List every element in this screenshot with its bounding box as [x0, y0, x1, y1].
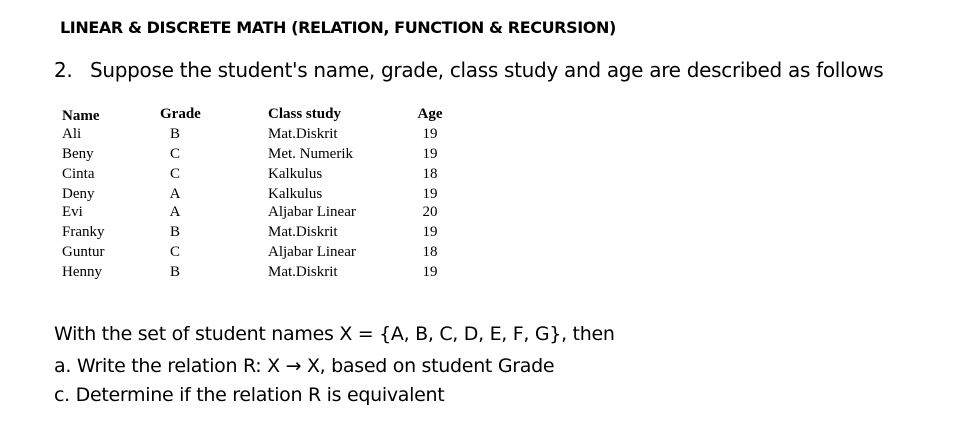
cell-name: Beny — [62, 146, 94, 162]
cell-grade: A — [169, 204, 181, 220]
cell-name: Ali — [62, 126, 82, 142]
cell-age: 19 — [422, 224, 438, 240]
cell-grade: B — [169, 224, 180, 240]
cell-name: Henny — [62, 264, 102, 280]
item-c: c. Determine if the relation R is equivalent — [54, 384, 445, 406]
cell-name: Guntur — [62, 244, 105, 260]
header-age: Age — [417, 106, 443, 122]
cell-age: 19 — [422, 264, 438, 280]
cell-age: 19 — [422, 146, 438, 162]
cell-age: 18 — [422, 244, 438, 260]
statement-text: With the set of student names X = {A, B, C, D, E, F, G}, then — [54, 323, 615, 345]
cell-name: Evi — [62, 204, 83, 220]
cell-age: 19 — [422, 126, 438, 142]
cell-class-study: Mat.Diskrit — [268, 224, 338, 240]
cell-grade: B — [169, 264, 180, 280]
header-class-study: Class study — [268, 106, 341, 122]
item-a: a. Write the relation R: X → X, based on student Grade — [54, 355, 555, 377]
header-grade: Grade — [160, 106, 201, 122]
question-number: 2. — [54, 58, 73, 82]
cell-age: 18 — [422, 166, 438, 182]
cell-class-study: Mat.Diskrit — [268, 264, 338, 280]
page-title: LINEAR & DISCRETE MATH (RELATION, FUNCTION & RECURSION) — [60, 18, 616, 37]
question-line — [54, 58, 883, 82]
cell-age: 20 — [422, 204, 438, 220]
cell-class-study: Mat.Diskrit — [268, 126, 338, 142]
cell-grade: C — [169, 244, 180, 260]
cell-class-study: Kalkulus — [268, 186, 323, 202]
cell-class-study: Met. Numerik — [268, 146, 353, 162]
cell-name: Deny — [62, 186, 95, 202]
header-name: Name — [62, 108, 100, 124]
cell-grade: C — [169, 166, 180, 182]
question-text: Suppose the student's name, grade, class study and age are described as follows — [90, 58, 884, 82]
cell-name: Cinta — [62, 166, 95, 182]
cell-class-study: Aljabar Linear — [268, 204, 356, 220]
cell-class-study: Kalkulus — [268, 166, 323, 182]
cell-grade: A — [169, 186, 181, 202]
cell-grade: B — [169, 126, 180, 142]
cell-grade: C — [169, 146, 180, 162]
cell-class-study: Aljabar Linear — [268, 244, 356, 260]
cell-age: 19 — [422, 186, 438, 202]
cell-name: Franky — [62, 224, 105, 240]
